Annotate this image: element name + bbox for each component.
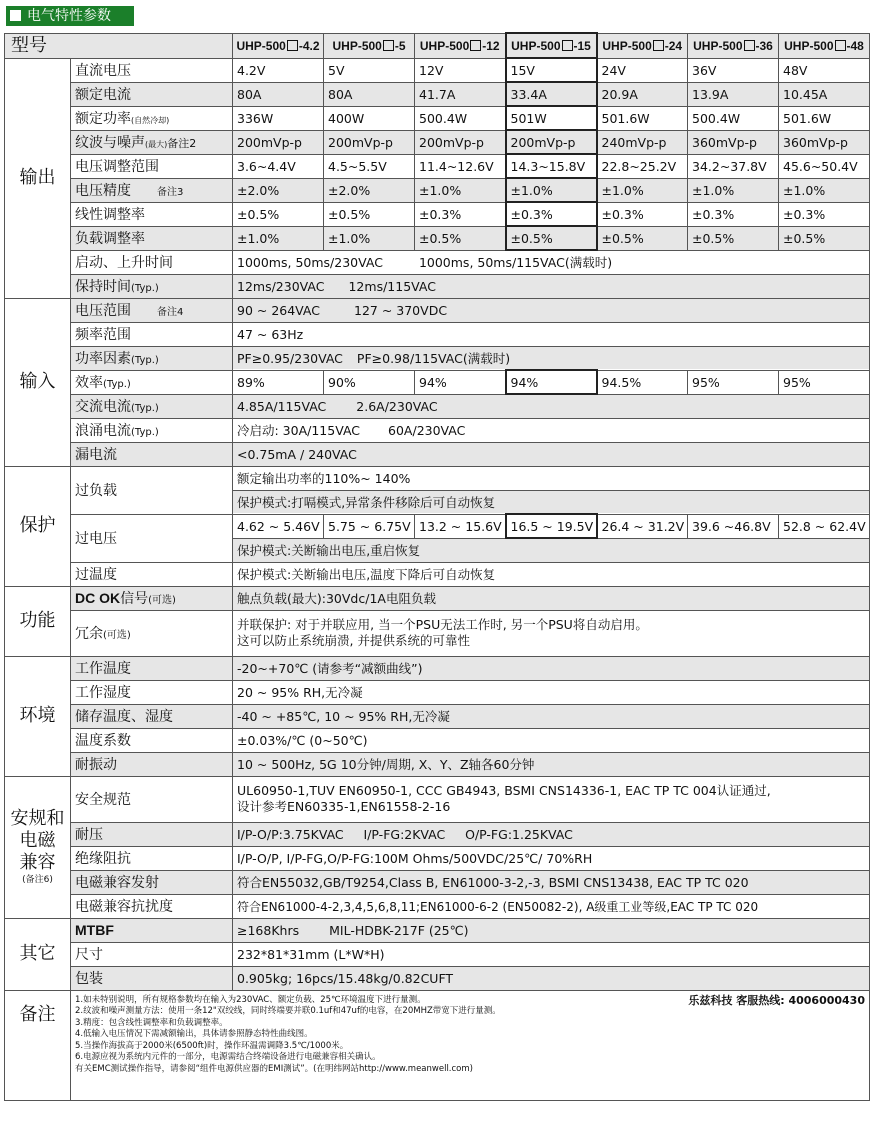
table-cell: 24V <box>597 58 688 82</box>
category-input: 输入 <box>5 298 71 466</box>
row-emc-emission <box>5 870 870 894</box>
table-cell: 4.62 ~ 5.46V <box>233 514 324 538</box>
table-cell: ±0.3% <box>597 202 688 226</box>
table-cell: 13.9A <box>688 82 779 106</box>
table-cell: 200mVp-p <box>324 130 415 154</box>
table-cell: -5 <box>394 38 406 53</box>
table-cell <box>233 610 870 656</box>
row-label <box>71 918 233 942</box>
model-cell <box>688 33 779 58</box>
table-cell: 12ms/115VAC <box>348 278 436 294</box>
table-cell: -40 ~ +85℃, 10 ~ 95% RH,无冷凝 <box>233 704 870 728</box>
table-cell: UHP-500 <box>419 38 470 53</box>
table-cell: 备注3 <box>157 187 184 198</box>
table-cell: ±0.03%/℃ (0~50℃) <box>233 728 870 752</box>
table-cell: UHP-500 <box>784 38 834 53</box>
table-cell: 360mVp-p <box>688 130 779 154</box>
model-row <box>5 33 870 58</box>
row-dc-voltage <box>5 58 870 82</box>
table-cell: 500.4W <box>688 106 779 130</box>
table-cell: 功率因素 <box>75 351 131 367</box>
table-cell: ±0.5% <box>506 226 597 250</box>
table-cell: 34.2~37.8V <box>688 154 779 178</box>
table-cell: 45.6~50.4V <box>779 154 870 178</box>
row-line-reg <box>5 202 870 226</box>
row-label: 线性调整率 <box>71 202 233 226</box>
row-temp-coef <box>5 728 870 752</box>
table-cell: (Typ.) <box>131 355 159 366</box>
table-cell: 信号 <box>120 591 149 607</box>
table-cell: ±2.0% <box>324 178 415 202</box>
row-label <box>71 394 233 418</box>
row-rated-power <box>5 106 870 130</box>
row-label: 漏电流 <box>71 442 233 466</box>
table-cell: UHP-500 <box>693 38 743 53</box>
table-cell: 效率 <box>75 375 103 391</box>
table-cell: ±1.0% <box>597 178 688 202</box>
table-cell: 3.精度：包含线性调整率和负载调整率。 <box>75 1017 228 1028</box>
table-cell: 80A <box>233 82 324 106</box>
table-cell: 电压精度 <box>75 183 131 199</box>
table-cell: 94.5% <box>597 370 688 394</box>
table-cell: 2.6A/230VAC <box>356 398 438 414</box>
table-cell: 保持时间 <box>75 279 131 295</box>
table-cell: (Typ.) <box>131 403 159 414</box>
table-cell: -48 <box>846 38 864 53</box>
table-cell: ±1.0% <box>688 178 779 202</box>
table-cell: ±2.0% <box>233 178 324 202</box>
category-safety <box>5 776 71 918</box>
table-cell: 39.6 ~46.8V <box>688 514 779 538</box>
row-label: 温度系数 <box>71 728 233 752</box>
row-eff <box>5 370 870 394</box>
table-cell: ±0.5% <box>779 226 870 250</box>
table-cell: 90 ~ 264VAC <box>237 302 320 318</box>
table-cell: 4.5~5.5V <box>324 154 415 178</box>
row-label <box>71 610 233 656</box>
row-safety-standards <box>5 776 870 822</box>
table-cell: 15V <box>506 58 597 82</box>
row-tolerance <box>5 178 870 202</box>
model-box-icon <box>835 40 846 51</box>
table-cell: 1000ms, 50ms/230VAC <box>237 255 383 271</box>
table-cell: 89% <box>233 370 324 394</box>
row-label <box>71 274 233 298</box>
table-cell: 12V <box>415 58 506 82</box>
row-packing <box>5 966 870 990</box>
table-cell: 6.电源应视为系统内元件的一部分，电源需结合终端设备进行电磁兼容相关确认。 <box>75 1052 381 1063</box>
model-box-icon <box>653 40 664 51</box>
table-cell: (Typ.) <box>131 427 159 438</box>
table-cell: 5.75 ~ 6.75V <box>324 514 415 538</box>
table-cell: 500.4W <box>415 106 506 130</box>
table-cell: ±0.3% <box>506 202 597 226</box>
row-ripple <box>5 130 870 154</box>
row-label: 电磁兼容发射 <box>71 870 233 894</box>
table-cell: 95% <box>688 370 779 394</box>
table-cell: 16.5 ~ 19.5V <box>506 514 597 538</box>
model-cell <box>415 33 506 58</box>
row-label: 包装 <box>71 966 233 990</box>
table-cell: UHP-500 <box>332 38 382 53</box>
table-cell: (可选) <box>148 595 176 606</box>
row-label: 工作湿度 <box>71 680 233 704</box>
row-ovp-1 <box>5 514 870 538</box>
table-cell: <0.75mA / 240VAC <box>233 442 870 466</box>
table-cell: ±0.5% <box>233 202 324 226</box>
table-cell: 备注4 <box>157 307 184 318</box>
row-label: 直流电压 <box>71 58 233 82</box>
row-rated-current <box>5 82 870 106</box>
row-label: 储存温度、湿度 <box>71 704 233 728</box>
row-adj-range <box>5 154 870 178</box>
table-cell: ±1.0% <box>779 178 870 202</box>
row-label: 安全规范 <box>71 776 233 822</box>
table-cell <box>233 776 870 822</box>
row-label <box>71 106 233 130</box>
category-others: 其它 <box>5 918 71 990</box>
table-cell: 14.3~15.8V <box>506 154 597 178</box>
table-cell: 36V <box>688 58 779 82</box>
table-cell: 94% <box>415 370 506 394</box>
table-cell: PF≥0.95/230VAC <box>237 350 343 366</box>
row-mtbf <box>5 918 870 942</box>
table-cell: 保护模式:关断输出电压,重启恢复 <box>233 538 870 562</box>
table-cell: -24 <box>664 38 683 53</box>
table-cell: 360mVp-p <box>779 130 870 154</box>
table-cell: 336W <box>233 106 324 130</box>
table-cell: 200mVp-p <box>415 130 506 154</box>
table-cell: ±0.5% <box>688 226 779 250</box>
table-cell: ±0.5% <box>324 202 415 226</box>
section-title: 电气特性参数 <box>27 8 111 24</box>
table-cell: 4.低输入电压情况下需减额输出，具体请参照静态特性曲线图。 <box>75 1029 313 1040</box>
table-cell: 232*81*31mm (L*W*H) <box>233 942 870 966</box>
table-cell: 47 ~ 63Hz <box>233 322 870 346</box>
table-cell: 设计参考EN60335-1,EN61558-2-16 <box>237 799 451 814</box>
table-cell: 额定功率 <box>75 111 131 127</box>
row-label: 尺寸 <box>71 942 233 966</box>
table-cell <box>233 418 870 442</box>
square-icon <box>10 10 21 21</box>
row-label: 过负载 <box>71 466 233 514</box>
row-label: 过电压 <box>71 514 233 562</box>
row-label: 耐压 <box>71 822 233 846</box>
notes-text <box>71 990 870 1100</box>
table-cell: -20~+70℃ (请参考“减额曲线”) <box>233 656 870 680</box>
row-label <box>71 370 233 394</box>
table-cell: UHP-500 <box>511 38 561 53</box>
table-cell: 符合EN61000-4-2,3,4,5,6,8,11;EN61000-6-2 (EN50082-2), A级重工业等级,EAC TP TC 020 <box>233 894 870 918</box>
table-cell: 有关EMC测试操作指导，请参阅“组件电源供应器的EMI测试”。(在明纬网站http://www.meanwell.com) <box>75 1064 473 1075</box>
table-cell: 并联保护: 对于并联应用, 当一个PSU无法工作时, 另一个PSU将自动启用。 <box>237 617 648 632</box>
table-cell: 额定输出功率的110%~ 140% <box>233 466 870 490</box>
table-cell: 浪涌电流 <box>75 423 131 439</box>
table-cell: UL60950-1,TUV EN60950-1, CCC GB4943, BSMI CNS14336-1, EAC TP TC 004认证通过, <box>237 783 771 798</box>
table-cell: 80A <box>324 82 415 106</box>
table-cell: 41.7A <box>415 82 506 106</box>
table-cell: ±0.3% <box>779 202 870 226</box>
table-cell: (可选) <box>103 630 131 641</box>
row-work-hum <box>5 680 870 704</box>
table-cell: 11.4~12.6V <box>415 154 506 178</box>
model-box-icon <box>470 40 481 51</box>
table-cell: UHP-500 <box>602 38 652 53</box>
row-label <box>71 298 233 322</box>
table-cell: ±0.5% <box>597 226 688 250</box>
table-cell: ≥168Khrs <box>237 922 300 938</box>
table-cell: PF≥0.98/115VAC(满载时) <box>356 350 511 366</box>
table-cell: 电压范围 <box>75 303 131 319</box>
row-hold <box>5 274 870 298</box>
row-label <box>71 178 233 202</box>
row-label: 频率范围 <box>71 322 233 346</box>
row-label <box>71 346 233 370</box>
row-label: 工作温度 <box>71 656 233 680</box>
table-cell: 501.6W <box>779 106 870 130</box>
table-cell: 90% <box>324 370 415 394</box>
table-cell: -15 <box>573 38 591 53</box>
row-otp <box>5 562 870 586</box>
row-emc-immunity <box>5 894 870 918</box>
table-cell: UHP-500 <box>236 38 286 53</box>
table-cell: 电磁 <box>19 830 56 851</box>
table-cell: 这可以防止系统崩溃, 并提供系统的可靠性 <box>237 633 470 648</box>
category-protection: 保护 <box>5 466 71 586</box>
model-box-icon <box>383 40 394 51</box>
table-cell: 95% <box>779 370 870 394</box>
row-value <box>233 250 870 274</box>
table-cell: -4.2 <box>298 38 320 53</box>
table-cell: 兼容 <box>19 852 56 873</box>
table-cell: MIL-HDBK-217F (25℃) <box>329 922 469 938</box>
row-withstand <box>5 822 870 846</box>
table-cell: 5.当操作海拔高于2000米(6500ft)时，操作环温需调降3.5℃/1000米。 <box>75 1040 349 1051</box>
row-storage <box>5 704 870 728</box>
table-cell: 10 ~ 500Hz, 5G 10分钟/周期, X、Y、Z轴各60分钟 <box>233 752 870 776</box>
category-function: 功能 <box>5 586 71 656</box>
row-pf <box>5 346 870 370</box>
row-overload-1 <box>5 466 870 490</box>
model-label: 型号 <box>5 33 233 58</box>
table-cell: 冗余 <box>75 626 103 642</box>
table-cell: ±1.0% <box>233 226 324 250</box>
table-cell: 1000ms, 50ms/115VAC(满载时) <box>418 255 613 271</box>
table-cell: ±0.3% <box>415 202 506 226</box>
table-cell: 33.4A <box>506 82 597 106</box>
category-notes: 备注 <box>5 990 71 1100</box>
table-cell: 20 ~ 95% RH,无冷凝 <box>233 680 870 704</box>
row-value <box>233 274 870 298</box>
category-output: 输出 <box>5 58 71 298</box>
table-cell: ±1.0% <box>415 178 506 202</box>
table-cell: (Typ.) <box>103 379 131 390</box>
table-cell: 2.纹波和噪声测量方法：使用一条12"双绞线，同时终端要并联0.1uf和47uf的电容，在20MHZ带宽下进行量测。 <box>75 1006 501 1017</box>
model-cell <box>506 33 597 58</box>
table-cell: 0.905kg; 16pcs/15.48kg/0.82CUFT <box>233 966 870 990</box>
table-cell: 备注2 <box>167 137 197 150</box>
row-vibration <box>5 752 870 776</box>
row-label: 电压调整范围 <box>71 154 233 178</box>
row-load-reg <box>5 226 870 250</box>
row-setup <box>5 250 870 274</box>
table-cell: (自然冷却) <box>131 116 170 125</box>
table-cell: 交流电流 <box>75 399 131 415</box>
model-box-icon <box>287 40 298 51</box>
row-label: 绝缘阻抗 <box>71 846 233 870</box>
table-cell: 保护模式:打嗝模式,异常条件移除后可自动恢复 <box>233 490 870 514</box>
table-cell: 冷启动: 30A/115VAC <box>237 423 361 438</box>
row-input-voltage <box>5 298 870 322</box>
table-cell: MTBF <box>75 921 114 938</box>
table-cell <box>233 346 870 370</box>
row-label: 耐振动 <box>71 752 233 776</box>
table-cell: I/P-O/P, I/P-FG,O/P-FG:100M Ohms/500VDC/25℃/ 70%RH <box>233 846 870 870</box>
table-cell: 501.6W <box>597 106 688 130</box>
model-box-icon <box>562 40 573 51</box>
row-redundancy <box>5 610 870 656</box>
table-cell: ±0.5% <box>415 226 506 250</box>
table-cell: 400W <box>324 106 415 130</box>
table-cell: 3.6~4.4V <box>233 154 324 178</box>
model-cell <box>597 33 688 58</box>
table-cell: 200mVp-p <box>233 130 324 154</box>
model-cell <box>779 33 870 58</box>
row-inrush <box>5 418 870 442</box>
category-environment: 环境 <box>5 656 71 776</box>
table-cell: 240mVp-p <box>597 130 688 154</box>
table-cell: 1.如未特别说明，所有规格参数均在输入为230VAC、额定负载、25℃环境温度下进行量测。 <box>75 994 426 1005</box>
model-box-icon <box>744 40 755 51</box>
table-cell <box>233 394 870 418</box>
row-label <box>71 586 233 610</box>
table-cell: DC OK <box>75 590 121 606</box>
table-cell: 127 ~ 370VDC <box>354 302 448 318</box>
table-cell: -12 <box>482 38 500 53</box>
row-label <box>71 130 233 154</box>
table-cell: 4.2V <box>233 58 324 82</box>
table-cell: 94% <box>506 370 597 394</box>
row-isolation <box>5 846 870 870</box>
spec-table <box>4 32 870 1101</box>
row-label: 额定电流 <box>71 82 233 106</box>
table-cell: ±1.0% <box>324 226 415 250</box>
table-cell: (Typ.) <box>131 283 159 294</box>
table-cell <box>233 298 870 322</box>
section-header <box>6 6 134 26</box>
row-dimension <box>5 942 870 966</box>
table-cell: I/P-O/P:3.75KVAC I/P-FG:2KVAC O/P-FG:1.25KVAC <box>233 822 870 846</box>
table-cell: 纹波与噪声 <box>75 135 145 151</box>
table-cell: (最大) <box>145 140 168 149</box>
row-freq <box>5 322 870 346</box>
row-label: 过温度 <box>71 562 233 586</box>
row-label <box>71 418 233 442</box>
table-cell: -36 <box>755 38 773 53</box>
model-cell <box>233 33 324 58</box>
row-ac-current <box>5 394 870 418</box>
table-cell: 4.85A/115VAC <box>237 398 327 414</box>
row-leakage <box>5 442 870 466</box>
row-work-temp <box>5 656 870 680</box>
row-label: 负载调整率 <box>71 226 233 250</box>
table-cell: 200mVp-p <box>506 130 597 154</box>
table-cell: ±0.3% <box>688 202 779 226</box>
table-cell: 20.9A <box>597 82 688 106</box>
row-label: 启动、上升时间 <box>71 250 233 274</box>
table-cell: 501W <box>506 106 597 130</box>
table-cell: 52.8 ~ 62.4V <box>779 514 870 538</box>
table-cell <box>233 918 870 942</box>
row-dcok <box>5 586 870 610</box>
table-cell: 符合EN55032,GB/T9254,Class B, EN61000-3-2,-3, BSMI CNS13438, EAC TP TC 020 <box>233 870 870 894</box>
hotline: 乐兹科技 客服热线: 4006000430 <box>688 993 865 1007</box>
table-cell: 48V <box>779 58 870 82</box>
table-cell: 22.8~25.2V <box>597 154 688 178</box>
table-cell: 26.4 ~ 31.2V <box>597 514 688 538</box>
table-cell: 12ms/230VAC <box>237 278 325 294</box>
table-cell: 5V <box>324 58 415 82</box>
row-label: 电磁兼容抗扰度 <box>71 894 233 918</box>
table-cell: 安规和 <box>10 808 65 829</box>
table-cell: ±1.0% <box>506 178 597 202</box>
table-cell: (备注6) <box>22 875 53 885</box>
table-cell: 保护模式:关断输出电压,温度下降后可自动恢复 <box>233 562 870 586</box>
row-notes <box>5 990 870 1100</box>
table-cell: 13.2 ~ 15.6V <box>415 514 506 538</box>
table-cell: 10.45A <box>779 82 870 106</box>
table-cell: 触点负载(最大):30Vdc/1A电阻负载 <box>233 586 870 610</box>
model-cell <box>324 33 415 58</box>
table-cell: 60A/230VAC <box>388 423 466 438</box>
